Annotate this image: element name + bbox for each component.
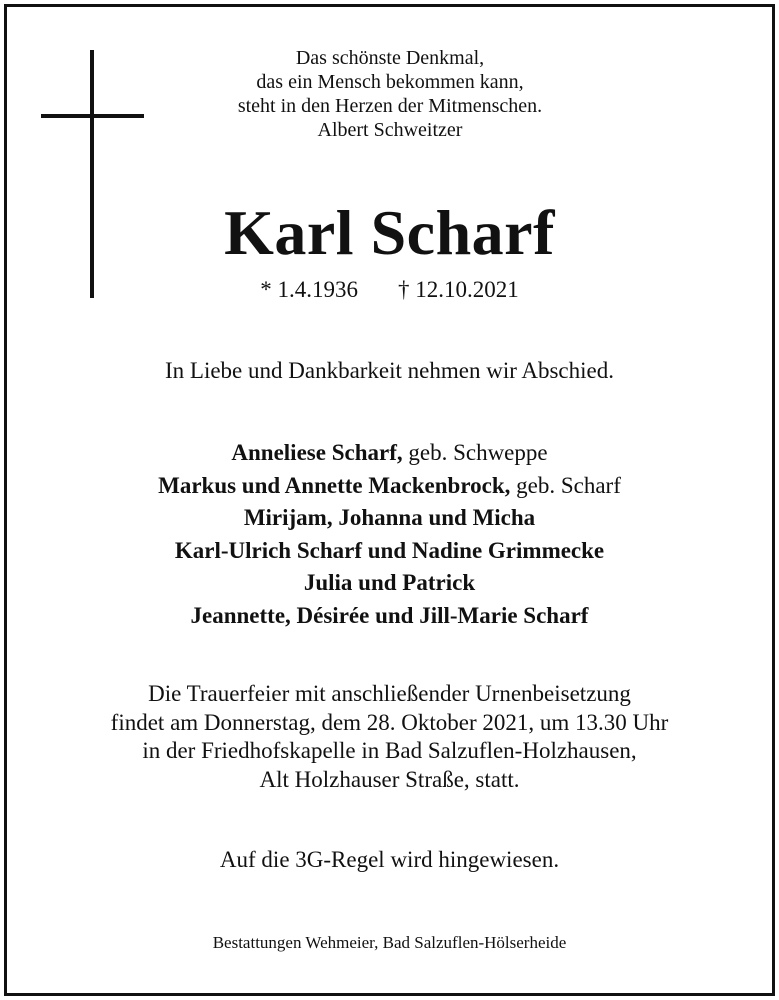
family-line — [0, 470, 779, 503]
service-line: in der Friedhofskapelle in Bad Salzuflen-Holzhausen, — [142, 738, 637, 763]
death-date: † 12.10.2021 — [398, 277, 519, 302]
quote — [140, 46, 640, 142]
quote-author: Albert Schweitzer — [317, 119, 463, 141]
family-names: Julia und Patrick — [303, 570, 476, 595]
family-suffix: geb. Schweppe — [402, 440, 548, 465]
birth-date: * 1.4.1936 — [260, 277, 358, 302]
quote-line: das ein Mensch bekommen kann, — [256, 71, 524, 93]
quote-line: Das schönste Denkmal, — [295, 47, 485, 69]
family-line — [0, 600, 779, 633]
covid-notice: Auf die 3G-Regel wird hingewiesen. — [219, 847, 560, 872]
family-names: Markus und Annette Mackenbrock, — [158, 472, 511, 498]
cross-horizontal-bar — [41, 114, 144, 118]
deceased-name: Karl Scharf — [224, 197, 555, 268]
family-line — [0, 567, 779, 600]
service-line: Alt Holzhauser Straße, statt. — [259, 766, 520, 792]
farewell-text: In Liebe und Dankbarkeit nehmen wir Abschied. — [164, 358, 614, 383]
family-line — [0, 437, 779, 470]
undertaker: Bestattungen Wehmeier, Bad Salzuflen-Hölserheide — [212, 933, 567, 952]
service-info — [0, 680, 779, 794]
service-line: findet am Donnerstag, dem 28. Oktober 2021, um 13.30 Uhr — [110, 709, 669, 735]
life-dates — [0, 276, 779, 304]
family-names: Anneliese Scharf, — [231, 440, 403, 465]
family-line — [0, 535, 779, 568]
family-names: Karl-Ulrich Scharf und Nadine Grimmecke — [174, 537, 605, 563]
quote-line: steht in den Herzen der Mitmenschen. — [237, 95, 543, 117]
family-names: Mirijam, Johanna und Micha — [243, 505, 536, 530]
service-line: Die Trauerfeier mit anschließender Urnenbeisetzung — [148, 681, 631, 706]
family-list — [0, 437, 779, 632]
family-suffix: geb. Scharf — [510, 472, 621, 498]
family-names: Jeannette, Désirée und Jill-Marie Scharf — [190, 602, 589, 628]
family-line — [0, 502, 779, 535]
